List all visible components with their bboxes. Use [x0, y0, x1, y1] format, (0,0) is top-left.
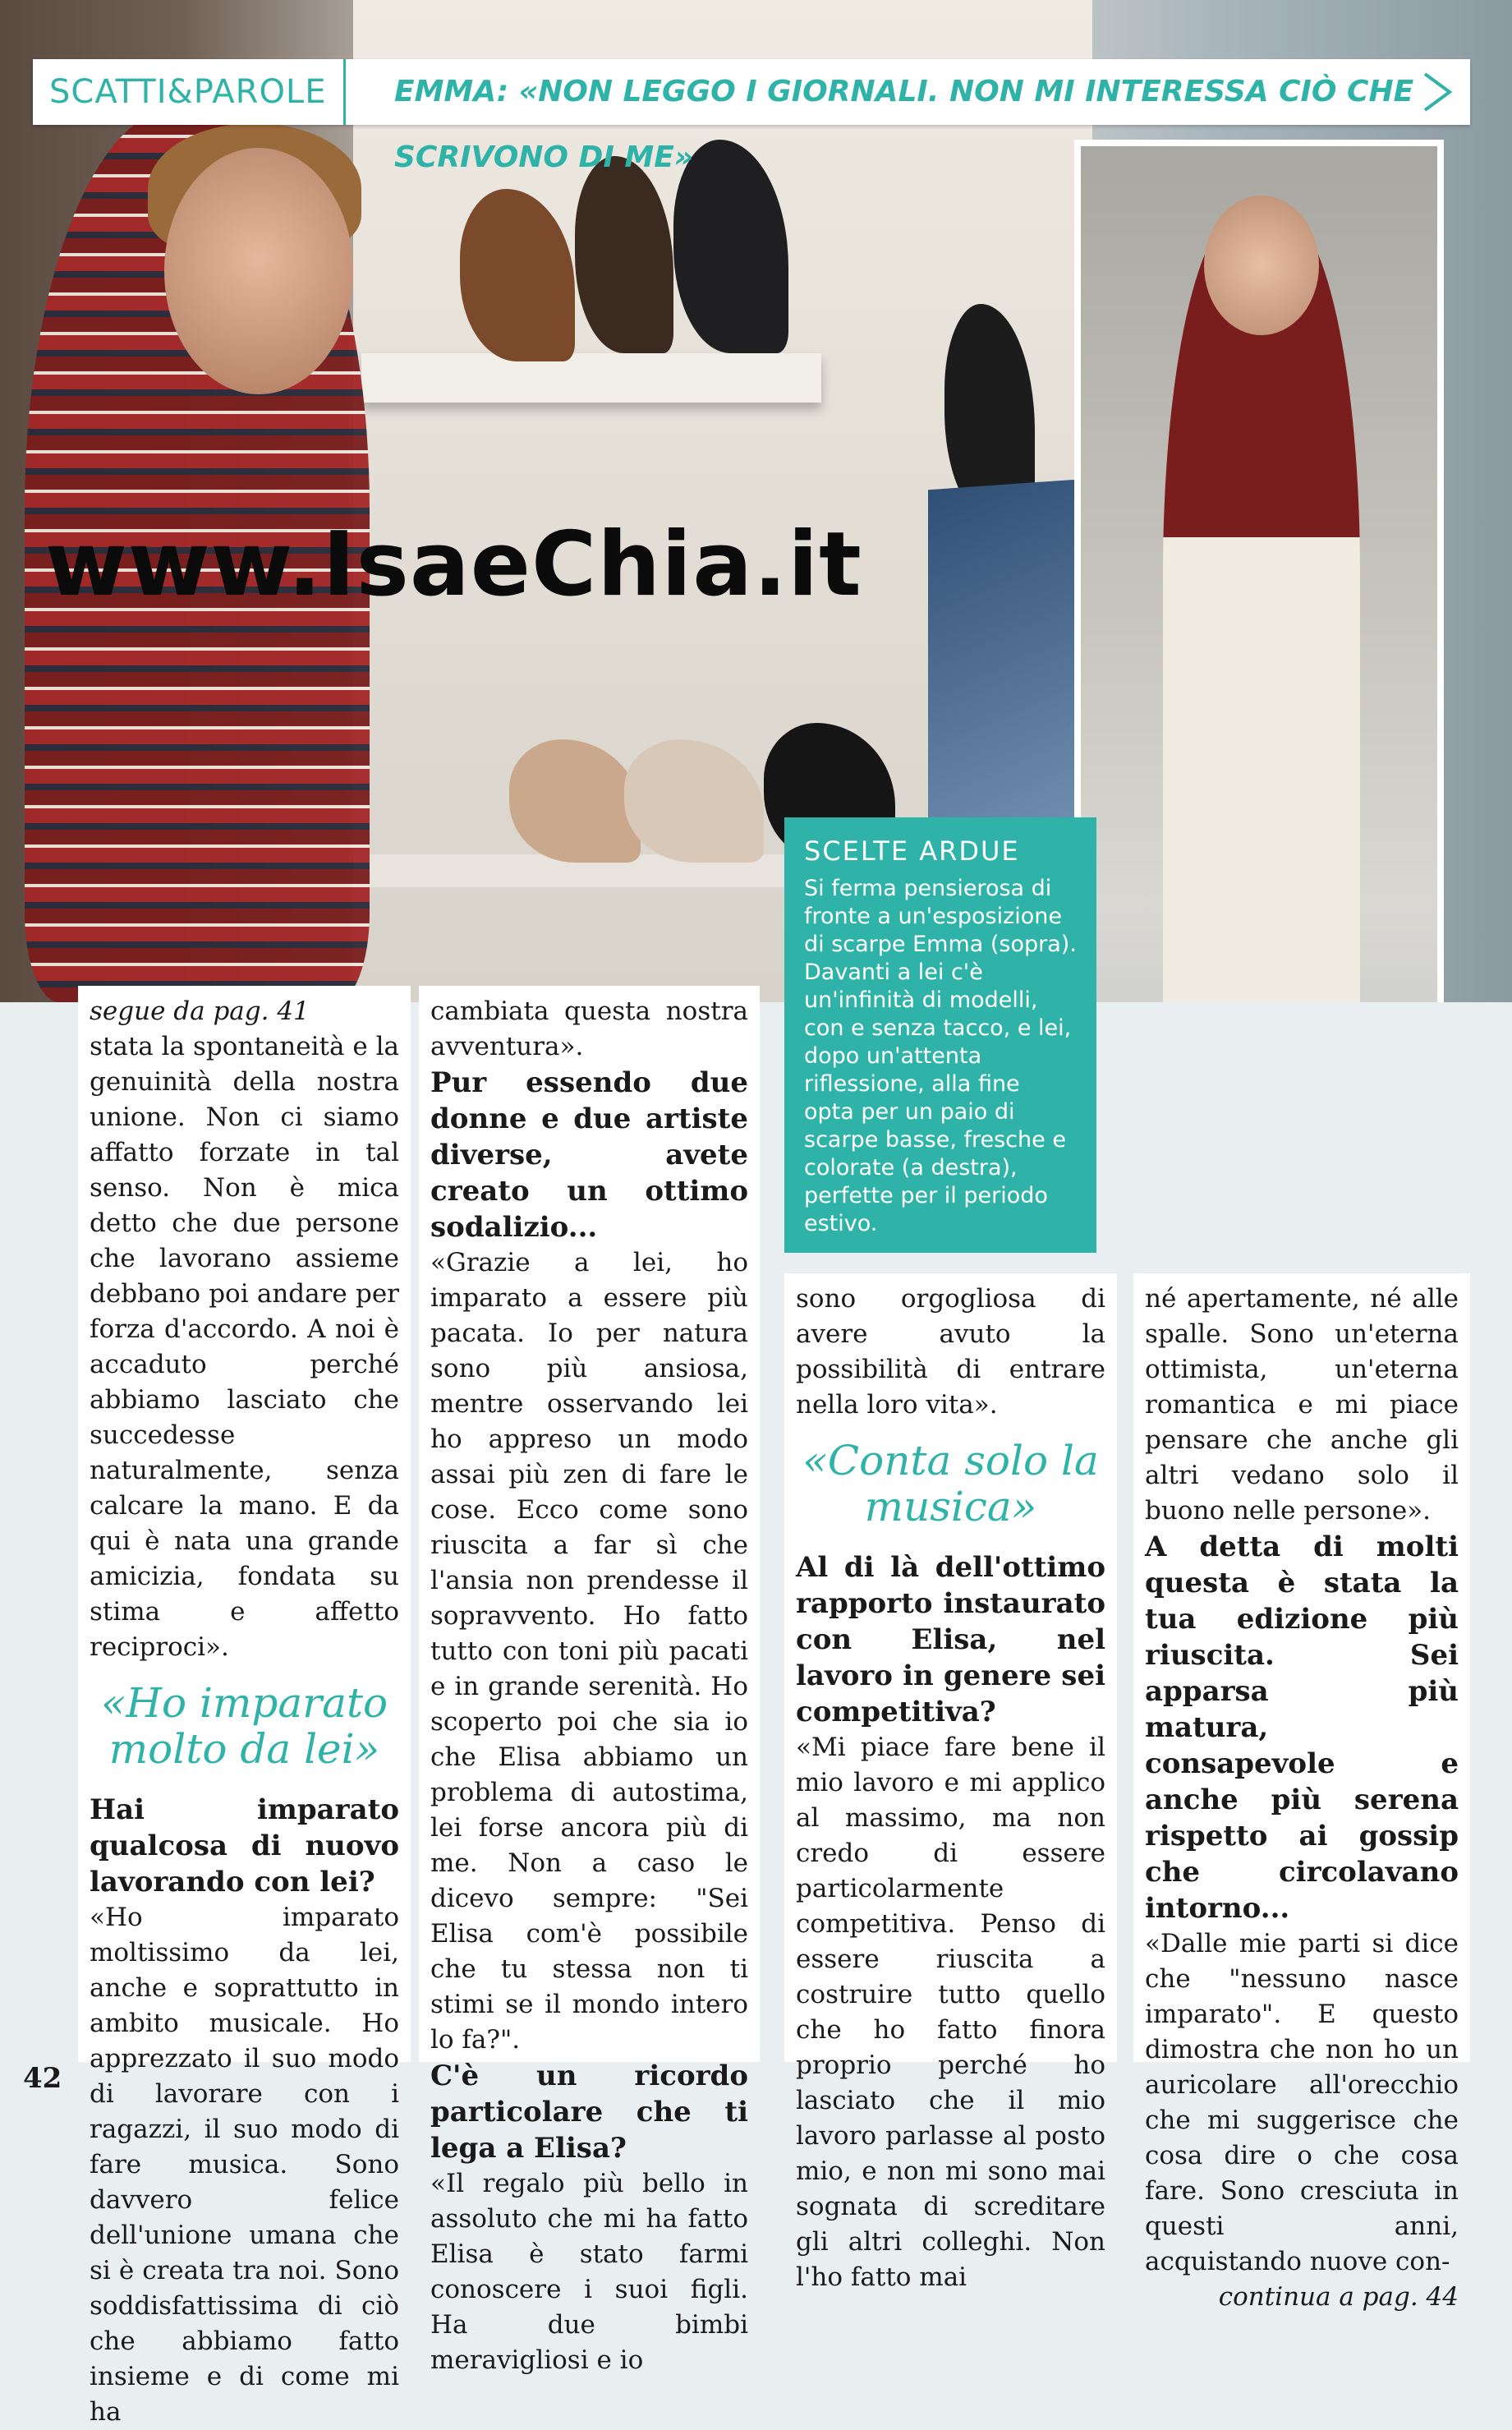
- article-headline: EMMA: «NON LEGGO I GIORNALI. NON MI INTERESSA CIÒ CHE SCRIVONO DI ME»: [394, 75, 1414, 174]
- answer: «Mi piace fare bene il mio lavoro e mi applico al massimo, ma non credo di essere particolarmente competitiva. Penso di essere riuscita a costruire tutto quello che ho fatto finora proprio perché ho lasciato che il mio lavoro parlasse al posto mio, e non mi sono mai sognata di screditare gli altri colleghi. Non l'ho fatto mai: [796, 1733, 1105, 2292]
- question: Hai imparato qualcosa di nuovo lavorando con lei?: [90, 1793, 399, 1898]
- answer: «Ho imparato moltissimo da lei, anche e soprattutto in ambito musicale. Ho apprezzato il suo modo di lavorare con i ragazzi, il suo modo di fare musica. Sono davvero felice dell'unione umana che si è creata tra noi. Sono soddisfattissima di ciò che abbiamo fatto insieme e di come mi ha: [90, 1903, 399, 2427]
- answer: «Dalle mie parti si dice che "nessuno nasce imparato". E questo dimostra che non ho un auricolare all'orecchio che mi suggerisce che cosa dire o che cosa fare. Sono cresciuta in questi anni, acquistando nuove con-: [1145, 1929, 1459, 2276]
- question: Pur essendo due donne e due artiste diverse, avete creato un ottimo sodalizio...: [430, 1066, 748, 1244]
- pull-quote: «Conta solo la musica»: [802, 1437, 1099, 1530]
- paragraph: stata la spontaneità e la genuinità della nostra unione. Non ci siamo affatto forzate in tal senso. Non è mica detto che due persone che lavorano assieme debbano poi andare per forza d'accordo. A noi è accaduto perché abbiamo lasciato che succedesse naturalmente, senza calcare la mano. E da qui è nata una grande amicizia, fondata su stima e affetto reciproci».: [90, 1032, 399, 1662]
- article-column-3: [784, 1273, 1117, 2292]
- shoe-shelf: [361, 353, 821, 403]
- paragraph: cambiata questa nostra avventura».: [430, 996, 748, 1061]
- chevron-right-icon: [1413, 67, 1462, 117]
- question: C'è un ricordo particolare che ti lega a Elisa?: [430, 2060, 748, 2165]
- article-column-1: [78, 986, 411, 2427]
- header-strip: [33, 59, 1470, 174]
- answer: «Il regalo più bello in assoluto che mi ha fatto Elisa è stato farmi conoscere i suoi figli. Ha due bimbi meravigliosi e io: [430, 2169, 748, 2375]
- inset-photo: [1074, 140, 1444, 1002]
- continues-on: continua a pag. 44: [1218, 2282, 1459, 2312]
- pull-quote: «Ho imparato molto da lei»: [100, 1679, 388, 1773]
- answer: «Grazie a lei, ho imparato a essere più pacata. Io per natura sono più ansiosa, mentre osservando lei ho appreso un modo assai più zen di fare le cose. Ecco come sono riuscita a far sì che l'ansia non prendesse il sopravvento. Ho fatto tutto con toni più pacati e in grande serenità. Ho scoperto poi che sia io che Elisa abbiamo un problema di autostima, lei forse ancora più di me. Non a caso le dicevo sempre: "Sei Elisa com'è possibile che tu stessa non ti stimi se il mondo intero lo fa?".: [430, 1248, 748, 2055]
- caption-text: Si ferma pensierosa di fronte a un'esposizione di scarpe Emma (sopra). Davanti a lei c'è un'infinità di modelli, con e senza tacco, e lei, dopo un'attenta riflessione, alla fine opta per un paio di scarpe basse, fresche e colorate (a destra), perfette per il periodo estivo.: [804, 876, 1077, 1236]
- continued-from: segue da pag. 41: [90, 996, 310, 1026]
- paragraph: né apertamente, né alle spalle. Sono un'eterna ottimista, un'eterna romantica e mi piace pensare che anche gli altri vedano solo il buono nelle persone».: [1145, 1284, 1459, 1526]
- question: A detta di molti questa è stata la tua edizione più riuscita. Sei apparsa più matura, consapevole e anche più serena rispetto ai gossip che circolavano intorno...: [1145, 1530, 1459, 1925]
- photo-caption: [784, 817, 1096, 1253]
- question: Al di là dell'ottimo rapporto instaurato con Elisa, nel lavoro in genere sei competitiva?: [796, 1551, 1105, 1728]
- section-label: SCATTI&PAROLE: [33, 59, 346, 125]
- watermark: www.IsaeChia.it: [45, 513, 862, 616]
- article-column-4: [1133, 1273, 1470, 2312]
- paragraph: sono orgogliosa di avere avuto la possibilità di entrare nella loro vita».: [796, 1284, 1105, 1420]
- woman-head: [164, 148, 353, 394]
- page-number: 42: [23, 2062, 62, 2095]
- article-column-2: [419, 986, 760, 2375]
- inset-head: [1204, 196, 1319, 335]
- caption-title: SCELTE ARDUE: [804, 835, 1020, 867]
- poster: [928, 480, 1076, 835]
